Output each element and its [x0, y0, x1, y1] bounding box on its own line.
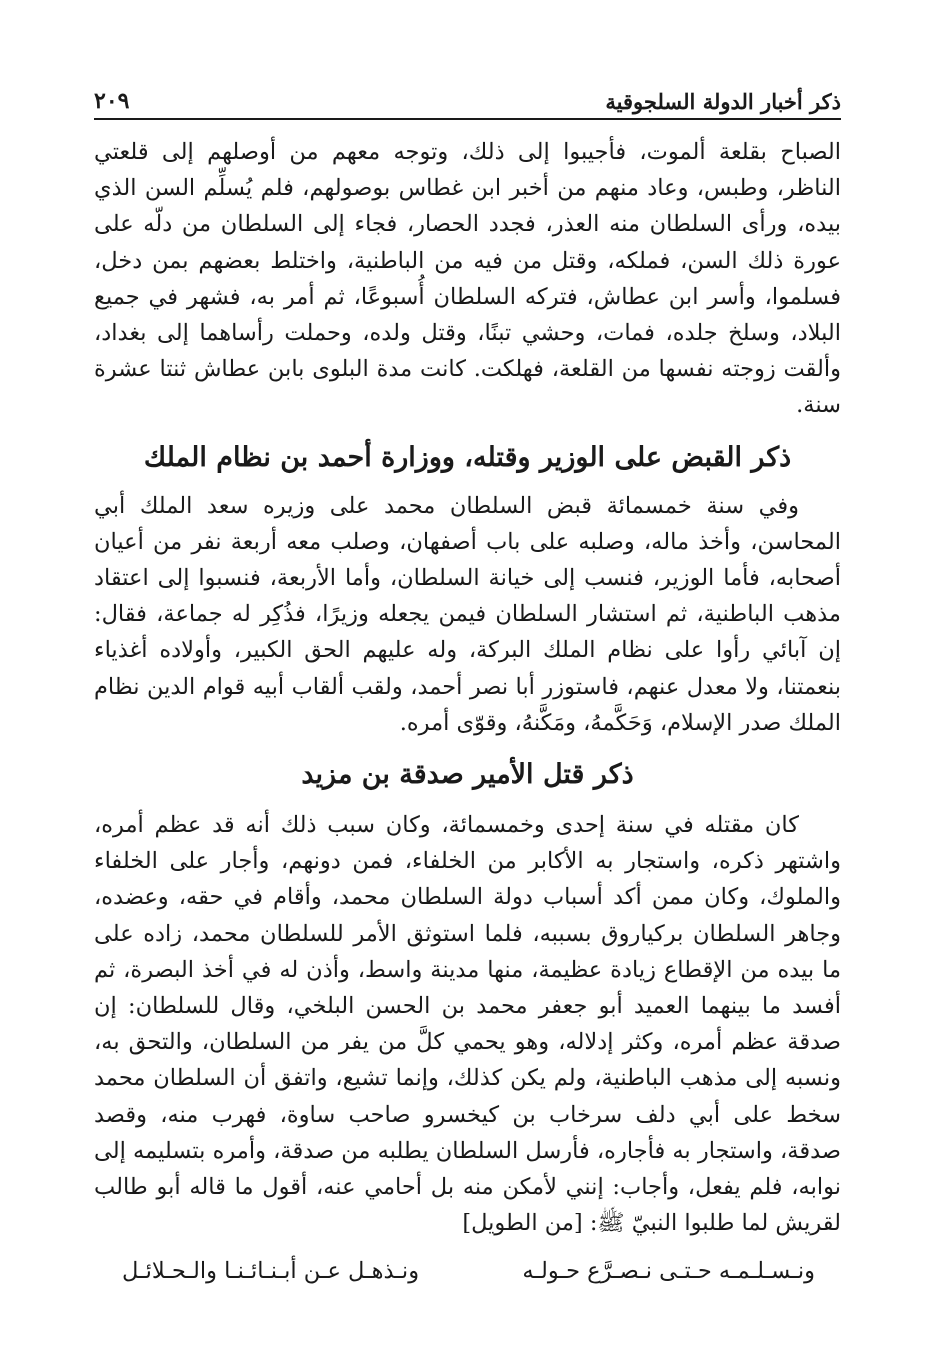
paragraph-vizier: وفي سنة خمسمائة قبض السلطان محمد على وزيره سعد الملك أبي المحاسن، وأخذ ماله، وصلبه على باب أصفهان، وصلب معه أربعة نفر من أعيان أصحابه، فأما الوزير، فنسب إلى خيانة السلطان، وأما الأربعة، فنسبوا إلى اعتقاد مذهب الباطنية، ثم استشار السلطان فيمن يجعله وزيرًا، فذُكِر له جماعة، فقال: إن آبائي رأوا على نظام الملك البركة، وله عليهم الحق الكبير، وأولاده أغذياء بنعمتنا، ولا معدل عنهم، فاستوزر أبا نصر أحمد، ولقب ألقاب أبيه قوام الدين نظام الملك صدر الإسلام، وَحَكَّمهُ، ومَكَّنهُ، وقوّى أمره.: [94, 492, 841, 736]
verse-second-hemistich: ونـذهـل عـن أبـنـائـنـا والـحـلائـل: [122, 1258, 420, 1285]
paragraph-sadaqa: كان مقتله في سنة إحدى وخمسمائة، وكان سبب ذلك أنه قد عظم أمره، واشتهر ذكره، واستجار به الأكابر من الخلفاء، فمن دونهم، وأجار على الخلفاء والملوك، وكان ممن أكد أسباب دولة السلطان محمد، وأقام في حقه، وعضده، وجاهر السلطان بركياروق بسببه، فلما استوثق الأمر للسلطان محمد، زاده على ما بيده من الإقطاع زيادة عظيمة، منها مدينة واسط، وأذن له في أخذ البصرة، ثم أفسد ما بينهما العميد أبو جعفر محمد بن الحسن البلخي، وقال للسلطان: إن صدقة عظم أمره، وكثر إدلاله، وهو يحمي كلَّ من يفر من السلطان، والتحق به، ونسبه إلى مذهب الباطنية، ولم يكن كذلك، وإنما تشيع، واتفق أن السلطان محمد سخط على أبي دلف سرخاب بن كيخسرو صاحب ساوة، فهرب منه، وقصد صدقة، واستجار به فأجاره، فأرسل السلطان يطلبه من صدقة، وأمره بتسليمه إلى نوابه، فلم يفعل، وأجاب: إنني لأمكن منه بل أحامي عنه، أقول ما قاله أبو طالب لقريش لما طلبوا النبيّ ﷺ: [من الطويل]: [94, 812, 841, 1237]
verse-first-hemistich: ونـسـلـمـه حـتـى نـصـرَّع حـولـه: [522, 1258, 815, 1285]
poetry-verse: [94, 1253, 841, 1289]
page-body: [94, 134, 841, 1289]
page-number: ٢٠٩: [94, 88, 130, 114]
paragraph-continuation: الصباح بقلعة ألموت، فأجيبوا إلى ذلك، وتوجه معهم من أوصلهم إلى قلعتي الناظر، وطبس، وعاد منهم من أخبر ابن غطاس بوصولهم، فلم يُسلِّم السن الذي بيده، ورأى السلطان منه العذر، فجدد الحصار، فجاء إلى السلطان من دلّه على عورة ذلك السن، فملكه، وقتل من فيه من الباطنية، واختلط بعضهم بمن دخل، فسلموا، وأسر ابن عطاش، فتركه السلطان أُسبوعًا، ثم أمر به، فشهر في جميع البلاد، وسلخ جلده، فمات، وحشي تبنًا، وقتل ولده، وحملت رأساهما إلى بغداد، وألقت زوجته نفسها من القلعة، فهلكت. كانت مدة البلوى بابن عطاش ثنتا عشرة سنة.: [94, 139, 841, 419]
running-header: [94, 84, 841, 120]
section-heading-vizier-arrest: ذكر القبض على الوزير وقتله، ووزارة أحمد بن نظام الملك: [143, 441, 792, 473]
running-title: ذكر أخبار الدولة السلجوقية: [605, 89, 841, 114]
section-heading-sadaqa-killing: ذكر قتل الأمير صدقة بن مزيد: [301, 759, 634, 791]
